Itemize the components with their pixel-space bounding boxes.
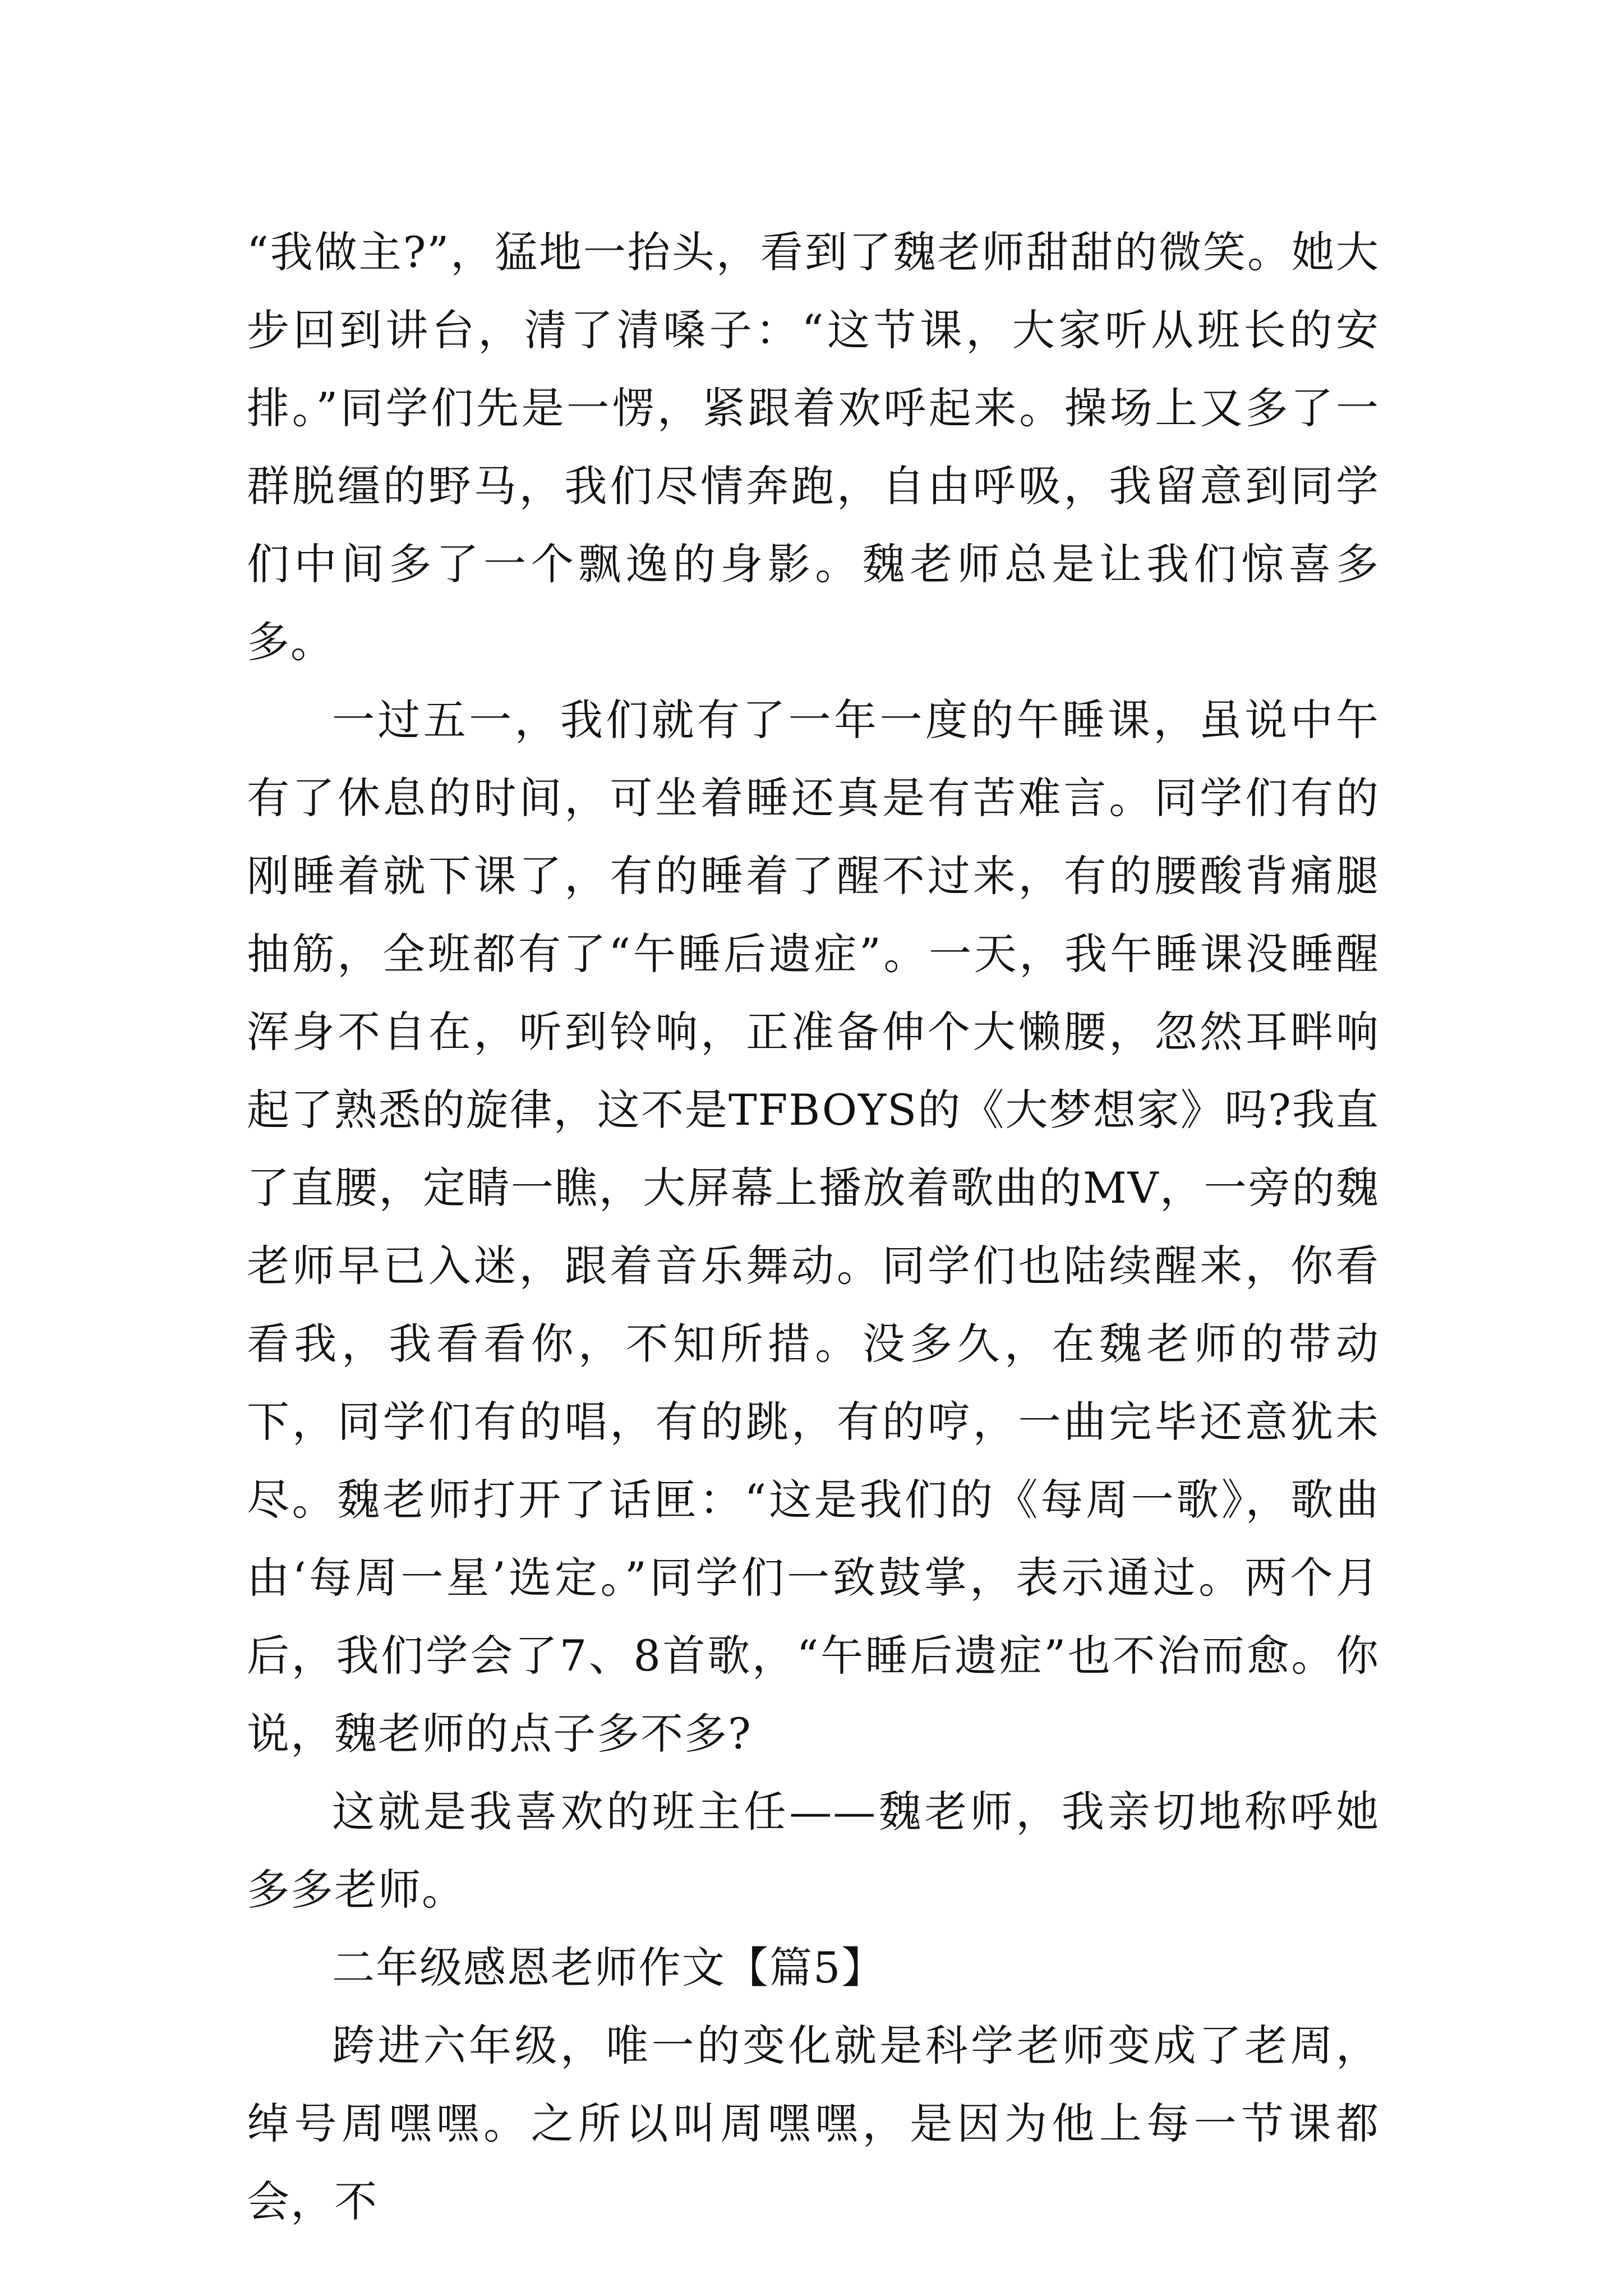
section-heading: 二年级感恩老师作文【篇5】	[332, 1943, 886, 1993]
paragraph-nap-class: 一过五一，我们就有了一年一度的午睡课，虽说中午有了休息的时间，可坐着睡还真是有苦难言。同学们有的刚睡着就下课了，有的睡着了醒不过来，有的腰酸背痛腿抽筋，全班都有了“午睡后遗症”。一天，我午睡课没睡醒浑身不自在，听到铃响，正准备伸个大懒腰，忽然耳畔响起了熟悉的旋律，这不是TFBOYS的《大梦想家》吗?我直了直腰，定睛一瞧，大屏幕上播放着歌曲的MV，一旁的魏老师早已入迷，跟着音乐舞动。同学们也陆续醒来，你看看我，我看看你，不知所措。没多久，在魏老师的带动下，同学们有的唱，有的跳，有的哼，一曲完毕还意犹未尽。魏老师打开了话匣：“这是我们的《每周一歌》，歌曲由‘每周一星’选定。”同学们一致鼓掌，表示通过。两个月后，我们学会了7、8首歌，“午睡后遗症”也不治而愈。你说，魏老师的点子多不多?	[247, 695, 1380, 1759]
paragraph-continued: “我做主?”，猛地一抬头，看到了魏老师甜甜的微笑。她大步回到讲台，清了清嗓子：“这节课，大家听从班长的安排。”同学们先是一愣，紧跟着欢呼起来。操场上又多了一群脱缰的野马，我们尽情奔跑，自由呼吸，我留意到同学们中间多了一个飘逸的身影。魏老师总是让我们惊喜多多。	[247, 227, 1380, 667]
paragraph-article-5-start: 跨进六年级，唯一的变化就是科学老师变成了老周，绰号周嘿嘿。之所以叫周嘿嘿，是因为他上每一节课都会，不	[247, 2021, 1380, 2226]
paragraph-conclusion: 这就是我喜欢的班主任——魏老师，我亲切地称呼她多多老师。	[247, 1787, 1380, 1915]
document-body	[247, 213, 1380, 2240]
